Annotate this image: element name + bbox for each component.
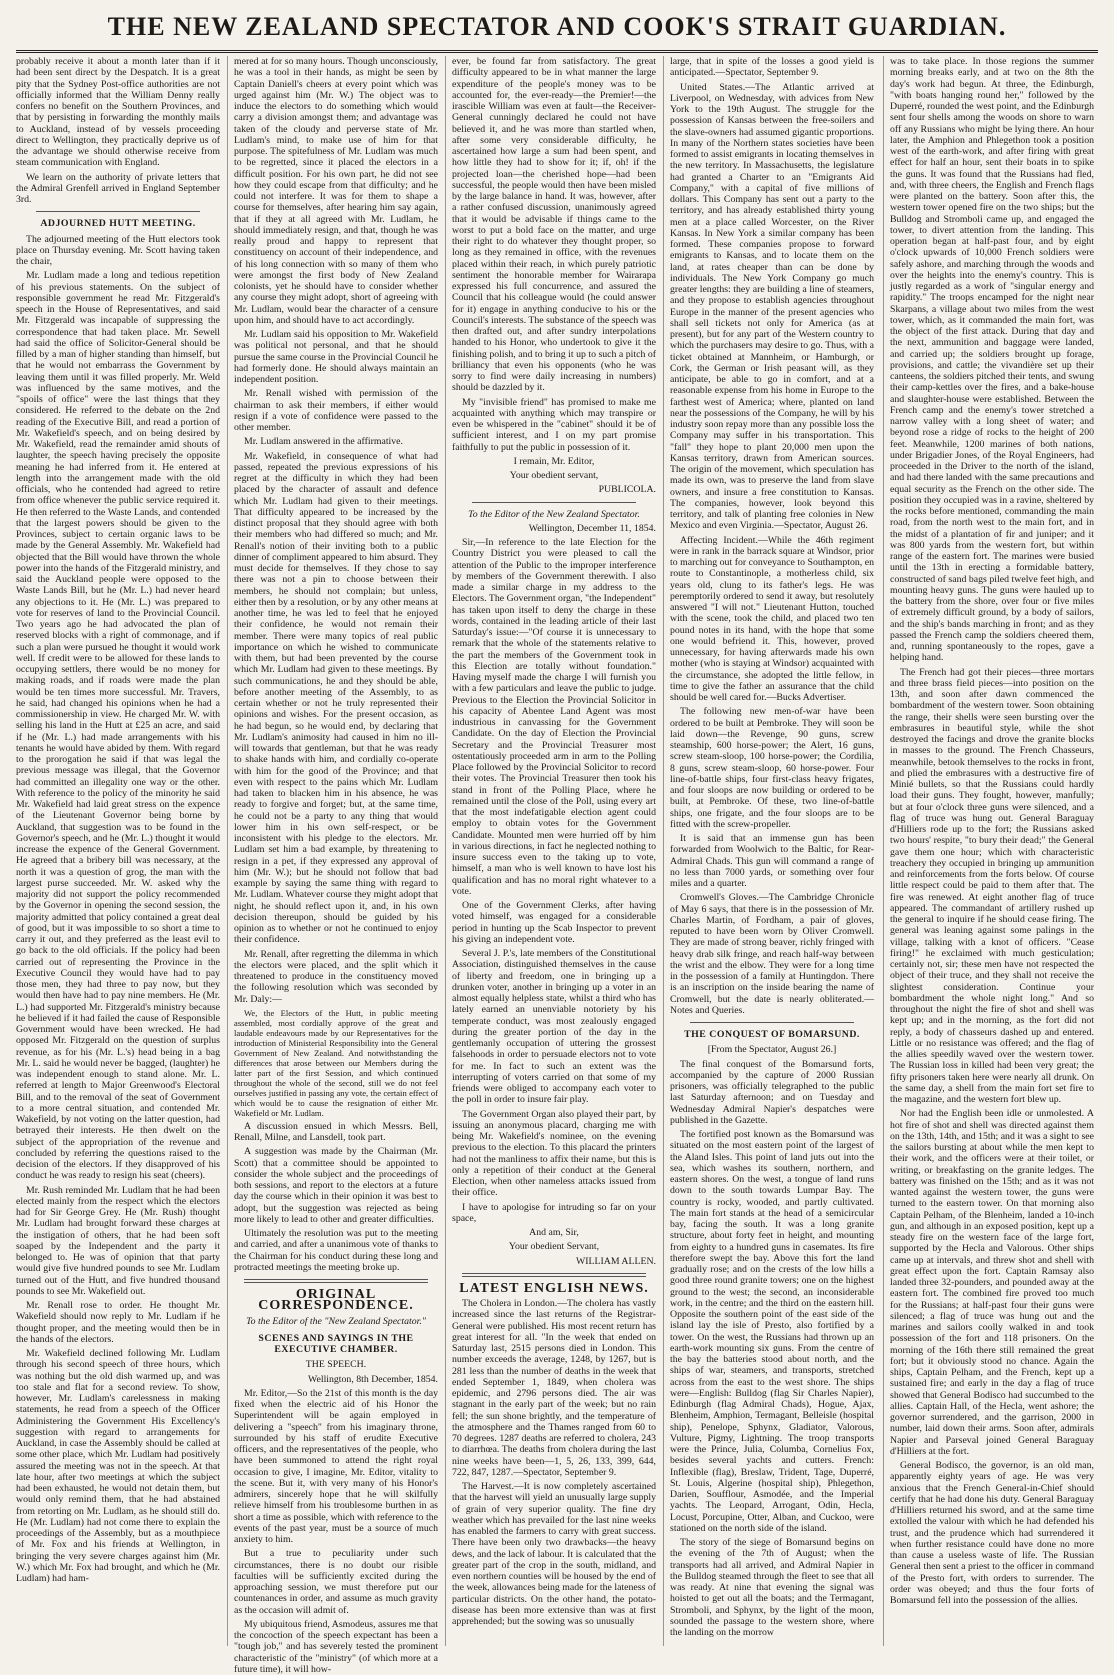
paragraph: Cromwell's Gloves.—The Cambridge Chronicle of May 6 says, that there is in the possession of Mr. Charles Martin, of Fordham, a pair of gloves, reputed to have been worn by Oliver Cromwell. They are made of strong beaver, richly fringed with heavy drab silk fringe, and reach half-way between the wrist and the elbow. They were for a long time in the possession of a family at Huntingdon. There is an inscription on the inside bearing the name of Cromwell, but the date is nearly obliterated.—Notes and Queries. [670, 892, 874, 1016]
divider [472, 502, 636, 503]
paragraph: Nor had the English been idle or unmolested. A hot fire of shot and shell was directed against them on the 13th, 14th, and 15th; and it was a sight to see the sailors bursting at about while the men kept to their work, and the officers were at their toilet, or writing, or breakfasting on the granite ledges. The battery was finished on the 15th; and as it was not wanted against the western tower, the guns were turned to the eastern tower. On that morning also Captain Pelham, of the Blenheim, landed a 10-inch gun, and although in an exposed position, kept up a steady fire on the western face of the large fort, supported by the Hecla and Valorous. Other ships came up at intervals, and threw shot and shell with great effect upon the fort. Captain Ramsay also landed three 32-pounders, and pounded away at the eastern fort. The combined fire proved too much for the Russians; at half-past four their guns were silenced; a flag of truce was hung out and the marines and sailors coolly walked in and took possession of the fort and 118 prisoners. On the morning of the 16th there still remained the great fort; but it obviously stood no chance. Again the ships, Captain Pelham, and the French, kept up a sustained fire; and early in the day a flag of truce showed that General Bodisco had succumbed to the allies. Captain Hall, of the Hecla, went ashore; the governor surrendered, and the garrison, 2000 in number, laid down their arms. Soon after, admirals Napier and Parseval joined General Baraguay d'Hilliers at the fort. [890, 1108, 1094, 1457]
paragraph: The Harvest.—It is now completely ascertained that the harvest will yield an unusually large supply of grain of very superior quality. The fine dry weather which has prevailed for the last nine weeks has enabled the farmers to carry with great success. There have been only two drawbacks—the heavy dews, and the lack of labour. It is calculated that the greater part of the crop in the south, midland, and even northern counties will be housed by the end of the week, allowances being made for the lateness of particular districts. On the other hand, the potato-disease has been more extensive than was at first apprehended; but the sowing was so unusually [452, 1481, 656, 1627]
paragraph: Mr. Editor,—So the 21st of this month is the day fixed when the electric aid of his Honor the Superintendent will be again employed in delivering a "speech" from his imaginary throne, surrounded by his staff of erudite Executive officers, and the representatives of the people, who have been summoned to attend the right royal occasion to give, I imagine, Mr. Editor, vitality to the scene. But it, with very many of his Honor's admirers, sincerely hope that he will skilfully relieve himself from his troublesome burthen in as short a time as possible, which with reference to the events of the past year, must be a source of much anxiety to him. [234, 1387, 438, 1545]
paragraph: I have to apologise for intruding so far on your space, [452, 1201, 656, 1224]
column-rule [663, 56, 664, 1646]
paragraph: Mr. Ludlam answered in the affirmative. [244, 436, 403, 448]
divider [244, 1279, 428, 1283]
paragraph: Sir,—In reference to the late Election for the Country District you were pleased to call the attention of the Public to the improper interference by members of the Government therewith. I also made a similar charge in my address to the Electors. The Government organ, "the Independent" has taken upon itself to deny the charge in these words, contained in the leading article of their last Saturday's issue:—"Of course it is unnecessary to remark that the whole of the statements relative to the part the members of the Government took in this Election are totally without foundation." Having myself made the charge I will furnish you with a few particulars and leave the public to judge. Previous to the Election the Provincial Solicitor in his capacity of Abentee Land Agent was most industrious in canvassing for the Government Candidate. On the day of Election the Provincial Secretary and the Provincial Treasurer most ostentatiously proceeded arm in arm to the Polling Place followed by the Provincial Solicitor to record their votes. The Provincial Treasurer then took his stand in front of the Polling Place, where he remained until the close of the Poll, using every art that the most indefatigable election agent could employ to obtain votes for the Government Candidate. Mounted men were hurried off by him in various directions, in fact he neglected nothing to insure success even to the taking up to vote, himself, a man who is well known to have lost his qualification and has no moral right whatever to a vote. [452, 537, 656, 897]
letter-closing: Your obedient servant, [509, 470, 599, 481]
letter-addressee: To the Editor of the New Zealand Spectator. [468, 508, 640, 520]
paragraph: Several J. P.'s, late members of the Constitutional Association, distinguished themselves in the cause of liberty and freedom, one in bringing up a drunken voter, another in bringing up a voter in an almost equally helpless state, whilst a third who has lately earned an unenviable notoriety by his temperate conduct, was most zealously engaged during the greater portion of the day in the gentlemanly occupation of uttering the grossest falsehoods in order to persuade electors not to vote for me. In fact to such an extent was the interrupting of voters carried on that some of my friends were obliged to accompany each voter to the poll in order to insure fair play. [452, 948, 656, 1106]
paragraph: The Government Organ also played their part, by issuing an anonymous placard, charging me with being Mr. Wakefield's nominee, on the evening previous to the election. To this placard the printers had not the manliness to affix their name, but this is only a repetition of their conduct at the General Election, when other nameless attacks issued from their office. [452, 1108, 656, 1199]
divider [690, 1022, 854, 1023]
column-rule [883, 56, 884, 1646]
paragraph: Mr. Renall, after regretting the dilemma in which the electors were placed, and the split which it threatened to produce in the constituency moved the following resolution which was seconded by Mr. Daly:— [234, 948, 438, 1005]
paragraph: The adjourned meeting of the Hutt electors took place on Thursday evening. Mr. Scott having taken the chair, [16, 233, 220, 267]
section-heading: LATEST ENGLISH NEWS. [459, 1280, 649, 1296]
paragraph: The Cholera in London.—The cholera has vastly increased since the last returns of the Registrar-General were published. His most recent return has great interest for all. "In the week that ended on Saturday last, 2515 persons died in London. This number exceeds the average, 1248, by 1267, but is 281 less than the number of deaths in the week that ended September 1, 1849, when cholera was epidemic, and 2796 persons died. The air was stagnant in the early part of the week; but no rain fell; the sun shone brightly, and the temperature of the atmosphere and the Thames ranged from 60 to 70 degrees. 1287 deaths are referred to cholera, 243 to diarrhœa. The deaths from cholera during the last nine weeks have been—1, 5, 26, 133, 399, 644, 722, 847, 1287.—Spectator, September 9. [452, 1298, 656, 1478]
dateline: Wellington, 8th December, 1854. [308, 1373, 438, 1385]
divider [462, 1273, 646, 1277]
paragraph: probably receive it about a month later than if it had been sent direct by the Despatch. It is a great pity that the Sydney Post-office authorities are not officially informed that the William Denny really confers no benefit on the Southern Provinces, and that by persisting in forwarding the monthly mails to Auckland, instead of by vessels proceeding direct to Wellington, they practically deprive us of the advantage we should otherwise receive from steam communication with England. [16, 56, 220, 169]
paragraph: Ultimately the resolution was put to the meeting and carried, and after a unanimous vote of thanks to the Chairman for his conduct during these long and protracted meetings the meeting broke up. [234, 1228, 438, 1273]
letter-closing: And am, Sir, [529, 1227, 579, 1238]
letter-title: SCENES AND SAYINGS IN THE EXECUTIVE CHAMBER. [258, 1332, 414, 1355]
letter-closing: Your obedient Servant, [508, 1241, 600, 1253]
paragraph: ever, be found far from satisfactory. The great difficulty appeared to be in what manner the large expenditure of the people's money was to be accounted for, the ever-ready—the Premier!—the irascible William was even at fault—the Receiver-General cunningly declared he could not have believed it, and he was more than startled when, after some very considerable difficulty, he ascertained how large a sum had been spent, and how little they had to show for it; if, oh! if the projected loan—the cherished hope—had been successful, the people would then have been misled by the large balance in hand. It was, however, after a rather confused discussion, unanimously agreed that it would be advisable if things came to the worst to put a bold face on the matter, and urge their right to do whatever they thought proper, so long as they remained in office, with the revenues placed within their reach, in which purely patriotic sentiment the honorable member for Wairarapa expressed his full concurrence, and assured the Council that his colleague would (he could answer for it) engage in anything conducive to his or the Council's interests. The substance of the speech was then drafted out, and after sundry interpolations handed to his Honor, who undertook to give it the finishing polish, and to bring it up to such a pitch of brilliancy that even his opponents (who he was sorry to find were daily increasing in numbers) should be dazzled by it. [452, 56, 657, 394]
paragraph: large, that in spite of the losses a good yield is anticipated.—Spectator, September 9. [670, 56, 874, 79]
paragraph: Mr. Wakefield declined following Mr. Ludlam through his second speech of three hours, which was nothing but the old dish warmed up, and was too stale and flat for a second review. To show, however, Mr. Ludlam's carelessness in making statements, he read from a speech of the Officer Administering the Government His Excellency's suggestion with regard to arrangements for Auckland, in case the Assembly should be called at some other place, which Mr. Ludlam had positively assured the meeting was not in the speech. At that late hour, after two meetings at which the subject had been exhausted, he would not detain them, but would only remind them, that he had abstained from retorting on Mr. Ludlam, as he should still do. He (Mr. Ludlam) had not come there to explain the proceedings of the Assembly, but as a mouthpiece of Mr. Fox and his friends at Wellington, in bringing the very severe charges against him (Mr. W.) which Mr. Fox had brought, and which he (Mr. Ludlam) had ham- [16, 1348, 220, 1584]
paragraph: Mr. Ludlam made a long and tedious repetition of his previous statements. On the subject of responsible government he read Mr. Fitzgerald's speech in the House of Representatives, and said Mr. Fitzgerald was incapable of suppressing the correspondence that had taken place. Mr. Sewell had said the office of Solicitor-General should be filled by a man of higher standing than himself, but that he would not embarrass the Government by leaving them until it was filled properly. Mr. Weld was influenced by the same motives, and the "spoils of office" were the last things that they considered. He referred to the debate on the 2nd reading of the Executive Bill, and read a portion of Mr. Wakefield's speech, and on being desired by Mr. Wakefield, read the remainder amid shouts of laughter, the speech having precisely the opposite meaning he had inferred from it. He entered at length into the arrangement made with the old officials, who he contended had agreed to retire from office whenever the public service required it. He then referred to the Waste Lands, and contended that the largest powers should be given to the Provinces, subject to certain organic laws to be made by the General Assembly. Mr. Wakefield had objected that the Bill would have thrown the whole power into the hands of the Fitzgerald ministry, and said the Auckland people were opposed to the Waste Lands Bill, but he (Mr. L.) had never heard any objections to it. He (Mr. L.) was prepared to vote for reserves of land to the Provincial Council. Two years ago he had advocated the plan of reserved blocks with a right of commonage, and if such a plan were pursued he thought it would work well. If credit were to be allowed for these lands to occupying settlers, there would be no money for making roads, and if roads were made the plan would be ten times more successful. Mr. Travers, he said, had changed his opinions when he had a commissionership in view. He charged Mr. W. with selling his land in the Hutt at £25 an acre, and said if he (Mr. L.) had made arrangements with his tenants he would have abided by them. With regard to the prorogation he said if that was legal the previous message was illegal, that the Governor had committed an illegality one way or the other. With reference to the policy of the minority he said Mr. Wakefield had laid great stress on the expence of the Lieutenant Governor being borne by Auckland, that suggestion was to be found in the Governor's speech, and he (Mr. L.) thought it would increase the expence of the General Government. He agreed that a bribery bill was necessary, at the north it was a question of grog, the man with the largest purse succeeded. Mr. W. asked why the majority did not support the policy recommended by the Governor in opening the second session, the majority admitted that policy contained a great deal of good, but it was impossible to so short a time to carry it out, and they preferred as the least evil to go back to the old officials. If the policy had been carried out of representing the Province in the Executive Council they would have had to pay those men, they had three to pay now, but they would then have had to pay nine members. He (Mr. L.) had supported Mr. Fitzgerald's ministry because he believed if it had failed the cause of Responsible Government would have been wrecked. He had opposed Mr. Fitzgerald on the question of surplus revenue, as for his (Mr. L.'s) head being in a bag Mr. L. said he would never be bagged, (laughter) he was independent enough to stand alone. Mr. L. referred at length to Major Greenwood's Electoral Bill, and to the removal of the seat of Government to a more central situation, and contended Mr. Wakefield, by not voting on the latter question, had betrayed their interests. He then dwelt on the subject of the appropriation of the revenue and concluded by referring the questions raised to the decision of the electors. If they disapproved of his conduct he was ready to resign his seat (cheers). [16, 270, 220, 1182]
signature: PUBLICOLA. [598, 484, 656, 496]
paragraph: Affecting Incident.—While the 46th regiment were in rank in the barrack square at Windsor, prior to marching out for conveyance to Southampton, en route to Constantinople, a motherless child, six years old, clung to its father's legs. He was peremptorily ordered to send it away, but resolutely answered "I will not." Lieutenant Hutton, touched with the scene, took the child, and placed two ten pound notes in its hand, with the hope that some one would befriend it. This, however, proved unnecessary, for having afterwards made his own mother (who is staying at Windsor) acquainted with the circumstance, she adopted the little fellow, in time to give the father an assurance that the child should be well cared for.—Bucks Advertiser. [670, 534, 874, 703]
column-1 [16, 56, 220, 1646]
article-heading: THE CONQUEST OF BOMARSUND. [684, 1029, 860, 1040]
paragraph: The fortified post known as the Bomarsund was situated on the most eastern point of the largest of the Aland Isles. This point of land juts out into the sea, which washes its southern, northern, and eastern shores. On the west, a tongue of land runs down to the south towards Lumpar Bay. The country is rocky, wooded, and partly cultivated. The main fort stands at the head of a semicircular bay, facing the south. It was a long granite structure, about forty feet in height, and mounting from eighty to a hundred guns in casemates. Its fire therefore swept the bay. Above this fort the land gradually rose; and on the crests of the low hills a good three round granite towers; one on the highest ground to the west; the second, an inconsiderable work, in the centre; and the third on the eastern hill. Opposite the southern point of the east side of the island lay the isle of Presto, also fortified by a tower. On the west, the Russians had thrown up an earth-work mounting six guns. From the centre of the bay the batteries stood about north, and the ships of war, steamers, and transports, stretched across from the east to the west shore. The ships were—English: Bulldog (flag Sir Charles Napier), Edinburgh (flag Admiral Chads), Hogue, Ajax, Blenheim, Amphion, Termagant, Belleisle (hospital ship), Penelope, Sphynx, Gladiator, Valorous, Vulture, Pigmy, Lightning. The troop transports were the Prince, Julia, Columba, Cornelius Fox, besides several yachts and cutters. French: Inflexible (flag), Breslaw, Trident, Tage, Duperré, St. Louis, Algerine (hospital ship), Phlegethon, Darien, Soufflour, Asmodée, and the Imperial yachts. The Leopard, Arrogant, Odin, Hecla, Locust, Porcupine, Otter, Alban, and Cuckoo, were stationed on the north side of the island. [670, 1129, 874, 1534]
column-rule [445, 56, 446, 1646]
paragraph: One of the Government Clerks, after having voted himself, was engaged for a considerable period in hunting up the Scab Inspector to prevent his giving an independent vote. [452, 900, 656, 945]
paragraph: General Bodisco, the governor, is an old man, apparently eighty years of age. He was very anxious that the French General-in-Chief should certify that he had done his duty. General Baraguay d'Hilliers returned his sword, and at the same time extolled the valour with which he had defended his trust, and the prudence which had surrendered it when further resistance could have done no more than cause a useless waste of life. The Russian General then sent a priest to the officer in command of the Presto fort, with orders to surrender. The order was obeyed; and thus the four forts of Bomarsund fell into the possession of the allies. [890, 1460, 1094, 1606]
column-5 [890, 56, 1094, 1646]
section-heading: ORIGINAL CORRESPONDENCE. [258, 1287, 414, 1314]
paragraph: We learn on the authority of private letters that the Admiral Grenfell arrived in England September 3rd. [16, 171, 220, 205]
column-3 [452, 56, 656, 1646]
paragraph: It is said that an immense gun has been forwarded from Woolwich to the Baltic, for Rear-Admiral Chads. This gun will command a range of no less than 7000 yards, or something over four miles and a quarter. [670, 833, 874, 889]
column-rule [227, 56, 228, 1646]
signature: WILLIAM ALLEN. [576, 1255, 656, 1267]
column-4 [670, 56, 874, 1646]
letter-addressee: To the Editor of the "New Zealand Spectator." [246, 1315, 426, 1327]
masthead-title: THE NEW ZEALAND SPECTATOR AND COOK'S STRAIT GUARDIAN. [107, 12, 1007, 41]
paragraph: Mr. Renall wished with permission of the chairman to ask their members, if either would resign if a vote of confidence were passed to the other member. [234, 388, 438, 433]
paragraph: was to take place. In those regions the summer morning breaks early, and at two on the 8th the day's work had begun. At three, the Edinburgh, "with boats hanging round her," followed by the Duperré, rounded the west point, and the Edinburgh sent four shells among the woods on shore to warn off any Russians who might be lying there. An hour later, the Amphion and Phlegethon took a position west of the earth-work, and after firing with great effect for half an hour, sent their boats in to spike the guns. It was found that the Russians had fled, and, with three cheers, the English and French flags were planted on the battery. Soon after this, the western tower opened fire on the two ships; but the Bulldog and Stromboli came up, and engaged the tower, to divert attention from the landing. This operation began at half-past four, and by eight o'clock upwards of 10,000 French soldiers were safely ashore, and marching through the woods and over the heights into the enemy's country. This is justly regarded as a work of "singular energy and rapidity." The troops encamped for the night near Skarpans, a village about two miles from the west tower, which, as it commanded the main fort, was the object of the first attack. During that day and the next, ammunition and baggage were landed, and carried up; the soldiers brought up forage, provisions, and cattle; the vivandière set up their canteens, the soldiers pitched their tents, and swung their camp-kettles over the fires, and a bake-house and slaughter-house were established. Between the French camp and the enemy's tower stretched a narrow valley with a long sheet of water; and beyond rose a ridge of rocks to the height of 200 feet. Meanwhile, 1200 marines of both nations, under Brigadier Jones, of the Royal Engineers, had proceeded in the Driver to the north of the island, and had there landed with the same precautions and equal security as the French on the other side. The position they occupied was in a ravine, sheltered by the rocks before mentioned, commanding the main road, from the north west to the main fort, and in the midst of a plantation of fir and juniper; and it was 800 yards from the western fort, but within range of the eastern fort. The marines were busied until the 13th in erecting a formidable battery, constructed of sand bags piled twelve feet high, and mounting heavy guns. The guns were hauled up to the battery from the shore, over four or five miles of extremely difficult ground, by a body of sailors, and the ship's bands marching in front; and as they passed the French camp the soldiers cheered them, and, running spontaneously to the ropes, gave a helping hand. [890, 56, 1094, 664]
paragraph: My ubiquitous friend, Asmodeus, assures me that the concoction of the speech expectant has been a "tough job," and has severely tested the prominent characteristic of the "ministry" (of which more at a future time), it will how- [234, 1618, 438, 1675]
column-2 [234, 56, 438, 1675]
letter-closing: I remain, Mr. Editor, [513, 455, 595, 467]
paragraph: mered at for so many hours. Though unconsciously, he was a tool in their hands, as might be seen by Captain Daniell's cheers at every point which was urged against him (Mr. W.) The object was to induce the electors to do something which would carry a division amongst them; and advantage was taken of the cloudy and perverse state of Mr. Ludlam's mind, to make use of him for that purpose. The spitefulness of Mr. Ludlam was much to be regretted, since it placed the electors in a difficult position. For his own part, he did not see how they could escape from that difficulty; and he could not interfere. It was for them to shape a course for themselves, after hearing him say again, that if they at all agreed with Mr. Ludlam, he should immediately resign, and that, though he was really proud and happy to represent that constituency on account of their independence, and of his long connection with so many of them who were amongst the first body of New Zealand colonists, yet he should have to consider whether any course they might adopt, short of agreeing with Mr. Ludlam, would bear the character of a censure upon him, and should have to act accordingly. [234, 56, 438, 326]
dateline: Wellington, December 11, 1854. [528, 522, 656, 534]
paragraph: The final conquest of the Bomarsund forts, accompanied by the capture of 2000 Russian prisoners, was officially telegraphed to the public last Saturday afternoon; and on Tuesday and Wednesday Admiral Napier's despatches were published in the Gazette. [670, 1058, 874, 1126]
letter-subtitle: THE SPEECH. [305, 1359, 367, 1371]
paragraph: But a true to peculiarity under such circumstances, there is no doubt our risible faculties will be sufficiently excited during the approaching session, we must therefore put our countenances in order, and assume as much gravity as the occasion will admit of. [234, 1548, 438, 1616]
paragraph: United States.—The Atlantic arrived at Liverpool, on Wednesday, with advices from New York to the 19th August. The struggle for the possession of Kansas between the free-soilers and the slave-owners had assumed gigantic proportions. In many of the Northern states societies have been formed to assist emigrants in locating themselves in the new territory. In Massachusetts, the legislature had granted a Charter to an "Emigrants Aid Company," with a capital of five millions of dollars. This Company has sent out a party to the territory, and has already established thirty young men at a place called Worcester, on the River Kansas. In New York a similar company has been formed. These companies propose to forward emigrants to Kansas, and to locate them on the land, at rates cheaper than can be done by individuals. The New York Company go much greater lengths: they are building a line of steamers, and they propose to establish agencies throughout Europe in the manner of the present agencies who shall sell tickets not only for America (as at present), but for any part of the Western country to which the purchasers may desire to go. Thus, with a ticket obtained at Mannheim, or Hamburgh, or Cork, the German or Irish peasant will, as they anticipate, be able to go in comfort, and at a reasonable expense from his home in Europe to the farthest west of America; where, planted on land near the possessions of the Company, he will by his industry soon repay more than any possible loss the Company may suffer in his transportation. This "fall" they hope to plant 20,000 men upon the Kansas territory, drawn from American sources. The origin of the movement, which speculation has made its own, was to preserve the land from slave owners, and insure a free constitution to Kansas. The companies, however, look beyond this territory, and talk of planting free colonies in New Mexico and even Virginia.—Spectator, August 26. [670, 81, 874, 532]
paragraph: My "invisible friend" has promised to make me acquainted with anything which may transpire or even be whispered in the "cabinet" should it be of sufficient interest, and I on my part promise faithfully to put the public in possession of it. [452, 396, 656, 453]
paragraph: Mr. Wakefield, in consequence of what had passed, repeated the previous expressions of his regret at the difficulty in which they had been placed by the character of assault and defence which Mr. Ludlam had given to their meetings. That difficulty appeared to be increased by the distinct proposal that they should agree with both their members who had differed so much; and Mr. Renall's notion of their inviting both to a public dinner of compliment appeared to him absurd. They must decide for themselves. If they chose to say there was not a pin to choose between their members, he should not complain; but unless, either then by a resolution, or by any other means at another time, he was led to feel that he enjoyed their confidence, he would not remain their member. There were many topics of real public importance on which he wished to communicate with them, but had been prevented by the course which Mr. Ludlam had given to these meetings. By such communications, he and they should be able, before another meeting of the Assembly, to as certain whether or not he truly represented their opinions and wishes. For the present occasion, as he had begun, so he would end, by declaring that Mr. Ludlam's animosity had caused in him no ill-will towards that gentleman, but that he was ready to shake hands with him, and cordially co-operate with him for the good of the Province; and that even with respect to the pains which Mr. Ludlam had taken to blacken him in his absence, he was ready to forgive and forget; but, at the same time, he could not be a party to any thing that would lower him in his own self-respect, or be inconsistent with his pledge to the electors. Mr. Ludlam set him a bad example, by threatening to resign in a pet, if they expressed any approval of him (Mr. W.); but he should not follow that bad example by saying the same thing with regard to Mr. Ludlam. Whatever course they might adopt that night, he should reflect upon it, and, in his own decision thereupon, should be guided by his opinion as to whether or not he continued to enjoy their confidence. [234, 450, 438, 946]
paragraph: A suggestion was made by the Chairman (Mr. Scott) that a committee should be appointed to consider the whole subject and the proceedings of both sessions, and report to the electors at a future day the course which in their opinion it was best to adopt, but the suggestion was rejected as being more likely to lead to other and greater difficulties. [234, 1146, 438, 1225]
masthead [16, 6, 1098, 53]
paragraph: A discussion ensued in which Messrs. Bell, Renall, Milne, and Lansdell, took part. [234, 1120, 438, 1143]
paragraph: The following new men-of-war have been ordered to be built at Pembroke. They will soon be laid down—the Revenge, 90 guns, screw steamship, 600 horse-power; the Alert, 16 guns, screw steam-sloop, 100 horse-power; the Cordilia, 8 guns, screw steam-sloop, 60 horse-power. Four line-of-battle ships, four first-class heavy frigates, and four sloops are now building or ordered to be built, at Pembroke. Of these, two line-of-battle ships, one frigate, and the four sloops are to be fitted with the screw-propeller. [670, 706, 874, 830]
divider [36, 211, 200, 212]
paragraph: Mr. Renall rose to order. He thought Mr. Wakefield should now reply to Mr. Ludlam if he thought proper, and the meeting would then be in the hands of the electors. [16, 1300, 220, 1345]
article-source: [From the Spectator, August 26.] [707, 1044, 837, 1056]
paragraph: Mr. Rush reminded Mr. Ludlam that he had been elected mainly from the respect which the electors had for Sir George Grey. He (Mr. Rush) thought Mr. Ludlam had brought forward these charges at the instigation of others, that he had been soft soaped by the Independent and the party it belonged to. He was of opinion that that party would give five hundred pounds to see Mr. Ludlam turned out of the Hutt, and five hundred thousand pounds to see Mr. Wakefield out. [16, 1184, 220, 1297]
paragraph: The French had got their pieces—three mortars and three brass field pieces—into position on the 13th, and soon after dawn commenced the bombardment of the western tower. Soon obtaining the range, their shells were seen bursting over the embrasures in beautiful style, while the shot destroyed the facings and drove the granite blocks in masses to the ground. The French Chasseurs, meanwhile, betook themselves to the rocks in front, and plied the embrasures with a destructive fire of Minié bullets, so that the Russians could hardly load their guns. They fought, however, manfully; but at four o'clock three guns were silenced, and a flag of truce was hung out. General Baraguay d'Hilliers rode up to the fort; the Russians asked two hours' respite, "to bury their dead;" the General gave them one hour; which with characteristic treachery they occupied in bringing up ammunition and reinforcements from the forts below. Of course little respect could be paid to them after that. The fire was renewed. At eight another flag of truce appeared. The commandant of artillery rushed up the general to inquire if he should cease firing. The general was leaning against some palings in the village, talking with a knot of officers. "Cease firing!" he exclaimed with much gesticulation; certainly not, sir; these men have not respected the object of their truce, and they shall not receive the slightest consideration. Continue your bombardment the whole night long." And so throughout the night the fire of shot and shell was kept up; and in the morning, as the fort did not reply, a body of chasseurs dashed up and entered. Little or no resistance was offered; and the flag of the allies speedily waved over the western tower. The Russian loss in killed had been very great; the fifty prisoners taken here were nearly all drunk. On the same day, a shell from the main fort set fire to the magazine, and the western fort blew up. [890, 666, 1094, 1105]
paragraph: The story of the siege of Bomarsund begins on the evening of the 7th of August; when the transports had all arrived, and Admiral Napier in the Bulldog steamed through the fleet to see that all was ready. At nine that evening the signal was hoisted to get out all the boats; and the Termagant, Stromboli, and Sphynx, by the light of the moon, sounded the passage to the western shore, where the landing on the morrow [670, 1537, 874, 1638]
resolution-text: We, the Electors of the Hutt, in public meeting assembled, most cordially approve of the great and laudable endeavours made by our Representatives for the introduction of Ministerial Responsibility into the General Government of New Zealand. And notwithstanding the differences that arose between our Members during the latter part of the first Session, and which continued throughout the whole of the second, still we do not feel ourselves justified in passing any vote, the certain effect of which would be to cause the resignation of either Mr. Wakefield or Mr. Ludlam. [234, 1007, 438, 1118]
article-heading: ADJOURNED HUTT MEETING. [40, 218, 196, 230]
paragraph: Mr. Ludlam said his opposition to Mr. Wakefield was political not personal, and that he should pursue the same course in the Provincial Council he had formerly done. He should always maintain an independent position. [234, 329, 438, 385]
